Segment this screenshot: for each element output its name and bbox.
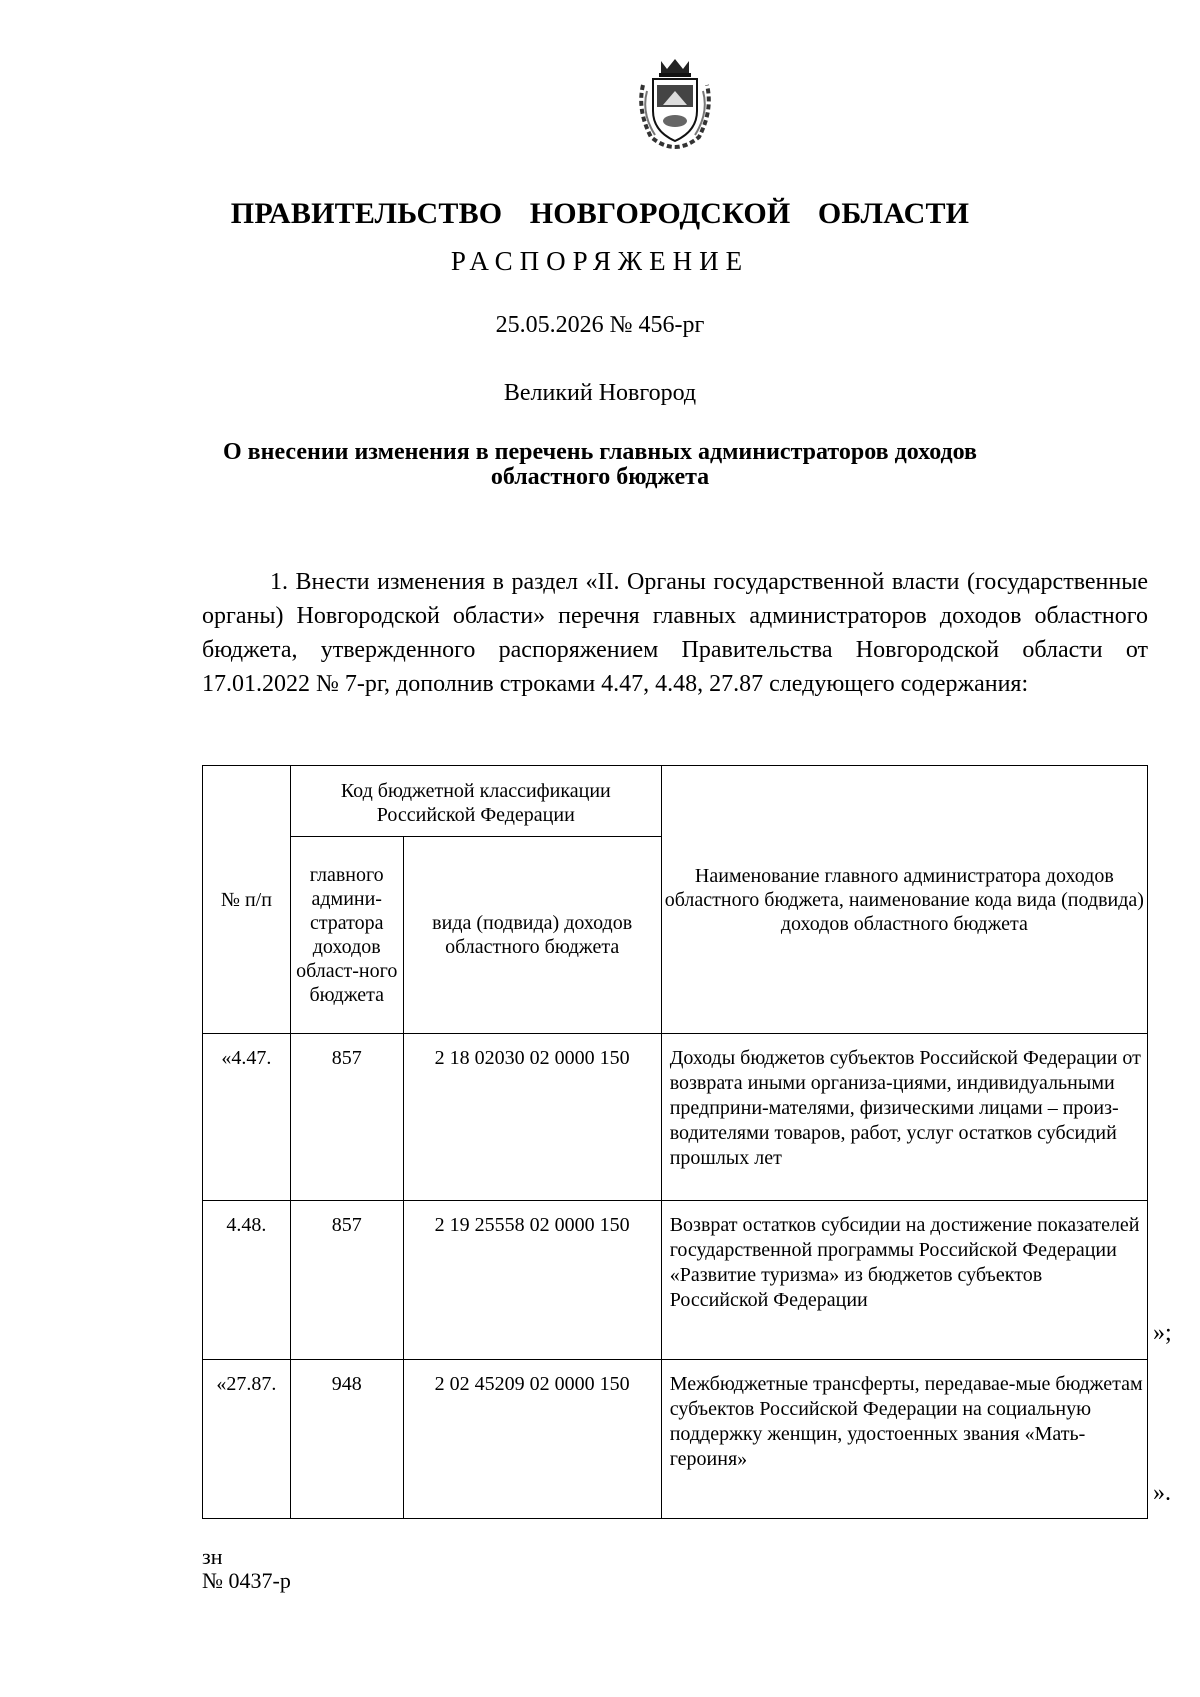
subject-line-1: О внесении изменения в перечень главных администраторов доходов [222,439,978,465]
row-name: Межбюджетные трансферты, передавае-мые бюджетам субъектов Российской Федерации на социальную поддержку женщин, удостоенных звания «Мать-героиня» [661,1360,1147,1519]
header-admin-code: главного админи-стратора доходов област-ного бюджета [290,837,403,1034]
table-row [203,1201,1148,1360]
coat-of-arms-icon [635,55,715,150]
footer-number: № 0437-р [202,1568,291,1593]
paragraph-text: 1. Внести изменения в раздел «II. Органы государственной власти (государственные органы) Новгородской области» перечня главных администраторов доходов областного бюджета, утвержденного распоряжением Правительства Новгородской области от 17.01.2022 № 7-рг, дополнив строками 4.47, 4.48, 27.87 следующего содержания: [202,569,1148,697]
row-name: Возврат остатков субсидии на достижение показателей государственной программы Российской Федерации «Развитие туризма» из бюджетов субъектов Российской Федерации [661,1201,1147,1360]
footer-initials: зн [202,1544,223,1569]
header-num: № п/п [203,766,291,1034]
table-row [203,1034,1148,1201]
income-administrators-table [202,765,1148,1519]
organization-title: ПРАВИТЕЛЬСТВО НОВГОРОДСКОЙ ОБЛАСТИ [230,197,970,230]
header-name: Наименование главного администратора доходов областного бюджета, наименование кода вида (подвида) доходов областного бюджета [661,766,1147,1034]
row-admin-code: 857 [290,1034,403,1201]
row-num: «27.87. [203,1360,291,1519]
row-admin-code: 857 [290,1201,403,1360]
row-income-code: 2 19 25558 02 0000 150 [403,1201,661,1360]
header-income-code: вида (подвида) доходов областного бюджета [403,837,661,1034]
closing-quote-2: ». [1153,1480,1171,1506]
table-row [203,1360,1148,1519]
row-income-code: 2 18 02030 02 0000 150 [403,1034,661,1201]
header-kbk-group: Код бюджетной классификации Российской Федерации [290,766,661,837]
row-admin-code: 948 [290,1360,403,1519]
city: Великий Новгород [503,380,697,406]
document-type: РАСПОРЯЖЕНИЕ [450,246,750,276]
row-name: Доходы бюджетов субъектов Российской Федерации от возврата иными организа-циями, индивидуальными предприни-мателями, физическими лицами – произ-водителями товаров, работ, услуг остатков субсидий прошлых лет [661,1034,1147,1201]
document-subject [0,440,1200,490]
row-num: «4.47. [203,1034,291,1201]
closing-quote-1: »; [1153,1320,1172,1346]
row-income-code: 2 02 45209 02 0000 150 [403,1360,661,1519]
subject-line-2: областного бюджета [490,464,710,490]
body-paragraph [202,565,1148,701]
document-date-number: 25.05.2026 № 456-рг [495,312,705,338]
footer [202,1545,291,1593]
row-num: 4.48. [203,1201,291,1360]
